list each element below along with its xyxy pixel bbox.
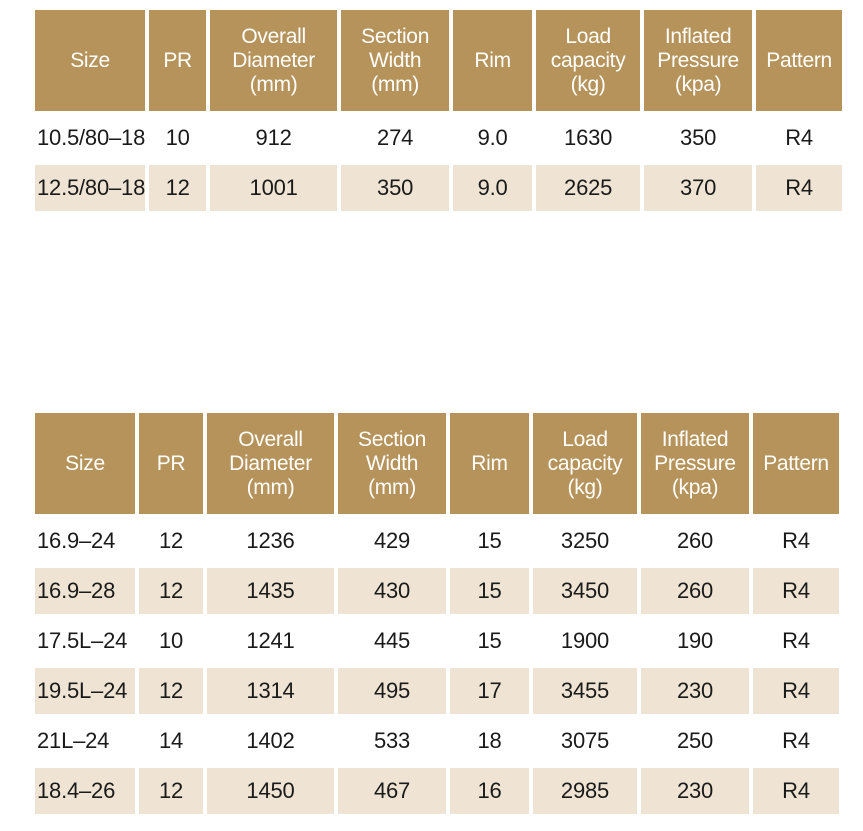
header-line: Diameter bbox=[232, 48, 315, 72]
table-row bbox=[35, 768, 839, 814]
cell-section-width: 495 bbox=[338, 668, 446, 714]
header-load-capacity bbox=[533, 413, 637, 514]
cell-rim: 15 bbox=[477, 628, 502, 653]
cell-size: 17.5L–24 bbox=[37, 628, 128, 653]
cell-size: 16.9–24 bbox=[37, 528, 116, 553]
cell-inflated-pressure: 190 bbox=[676, 628, 714, 653]
cell-section-width: 350 bbox=[341, 165, 449, 211]
header-pr bbox=[149, 10, 206, 111]
header-line: Pattern bbox=[763, 451, 829, 475]
header-line: capacity bbox=[547, 451, 623, 475]
table-row bbox=[35, 518, 839, 564]
table-row bbox=[35, 568, 839, 614]
cell-pattern: R4 bbox=[753, 768, 839, 814]
header-line: Size bbox=[65, 451, 105, 475]
header-line: Section bbox=[358, 427, 426, 451]
header-line: Rim bbox=[474, 48, 511, 72]
header-line: (kpa) bbox=[674, 72, 722, 96]
header-line: PR bbox=[163, 48, 192, 72]
cell-overall-diameter: 1236 bbox=[246, 528, 295, 553]
cell-overall-diameter: 912 bbox=[255, 125, 292, 150]
cell-overall-diameter: 1450 bbox=[207, 768, 334, 814]
header-line: Load bbox=[562, 427, 608, 451]
cell-pattern: R4 bbox=[753, 668, 839, 714]
cell-overall-diameter: 1314 bbox=[207, 668, 334, 714]
cell-load-capacity: 3450 bbox=[533, 568, 637, 614]
cell-inflated-pressure: 350 bbox=[680, 125, 717, 150]
header-line: Section bbox=[361, 24, 430, 48]
header-line: Overall bbox=[241, 24, 306, 48]
cell-pr: 10 bbox=[165, 125, 190, 150]
table-row bbox=[35, 718, 839, 764]
header-line: Inflated bbox=[664, 24, 732, 48]
cell-inflated-pressure: 260 bbox=[641, 568, 749, 614]
cell-overall-diameter: 1001 bbox=[210, 165, 337, 211]
header-overall-diameter bbox=[207, 413, 334, 514]
header-rim bbox=[450, 413, 529, 514]
table-body bbox=[35, 518, 839, 814]
header-line: Diameter bbox=[229, 451, 312, 475]
header-line: Load bbox=[565, 24, 611, 48]
header-line: Width bbox=[369, 48, 422, 72]
header-line: Pressure bbox=[654, 451, 736, 475]
header-line: (kpa) bbox=[671, 475, 719, 499]
header-line: (mm) bbox=[368, 475, 416, 499]
cell-load-capacity: 2625 bbox=[536, 165, 640, 211]
cell-rim: 15 bbox=[477, 528, 502, 553]
cell-pr: 10 bbox=[158, 628, 184, 653]
header-rim bbox=[453, 10, 532, 111]
cell-pattern: R4 bbox=[782, 728, 810, 753]
header-pattern bbox=[753, 413, 839, 514]
cell-overall-diameter: 1241 bbox=[246, 628, 295, 653]
cell-section-width: 430 bbox=[338, 568, 446, 614]
cell-load-capacity: 3455 bbox=[533, 668, 637, 714]
cell-section-width: 467 bbox=[338, 768, 446, 814]
header-line: (mm) bbox=[246, 475, 295, 499]
table-body bbox=[35, 115, 842, 211]
table-row bbox=[35, 165, 842, 211]
cell-rim: 9.0 bbox=[477, 125, 508, 150]
header-line: Overall bbox=[238, 427, 303, 451]
table-row bbox=[35, 618, 839, 664]
cell-load-capacity: 3075 bbox=[560, 728, 610, 753]
cell-rim: 15 bbox=[450, 568, 529, 614]
cell-pattern: R4 bbox=[782, 628, 810, 653]
header-size bbox=[35, 413, 135, 514]
cell-size: 10.5/80–18 bbox=[37, 125, 146, 150]
cell-load-capacity: 1900 bbox=[560, 628, 610, 653]
header-line: (kg) bbox=[567, 475, 603, 499]
tire-spec-table-1 bbox=[31, 6, 846, 215]
cell-pattern: R4 bbox=[782, 528, 810, 553]
header-pr bbox=[139, 413, 203, 514]
cell-pattern: R4 bbox=[785, 125, 813, 150]
cell-section-width: 429 bbox=[373, 528, 411, 553]
header-line: Inflated bbox=[661, 427, 729, 451]
header-inflated-pressure bbox=[644, 10, 752, 111]
cell-size: 12.5/80–18 bbox=[35, 165, 145, 211]
cell-pr: 12 bbox=[158, 528, 184, 553]
cell-rim: 17 bbox=[450, 668, 529, 714]
tire-spec-table-2 bbox=[31, 409, 843, 818]
header-line: (mm) bbox=[371, 72, 419, 96]
cell-size: 19.5L–24 bbox=[35, 668, 135, 714]
header-line: Rim bbox=[471, 451, 508, 475]
header-line: Pattern bbox=[766, 48, 832, 72]
cell-pattern: R4 bbox=[756, 165, 842, 211]
header-line: PR bbox=[156, 451, 186, 475]
header-size bbox=[35, 10, 145, 111]
header-section-width bbox=[338, 413, 446, 514]
cell-size: 16.9–28 bbox=[35, 568, 135, 614]
header-row bbox=[35, 413, 839, 514]
cell-size: 21L–24 bbox=[37, 728, 110, 753]
cell-pr: 12 bbox=[149, 165, 206, 211]
cell-section-width: 533 bbox=[373, 728, 411, 753]
header-line: capacity bbox=[550, 48, 626, 72]
table-row bbox=[35, 668, 839, 714]
header-line: Pressure bbox=[657, 48, 739, 72]
cell-section-width: 274 bbox=[377, 125, 414, 150]
cell-load-capacity: 3250 bbox=[560, 528, 610, 553]
header-line: Width bbox=[365, 451, 419, 475]
cell-pr: 12 bbox=[139, 768, 203, 814]
header-line: Size bbox=[70, 48, 110, 72]
cell-load-capacity: 2985 bbox=[533, 768, 637, 814]
cell-section-width: 445 bbox=[373, 628, 411, 653]
cell-load-capacity: 1630 bbox=[564, 125, 613, 150]
cell-pattern: R4 bbox=[753, 568, 839, 614]
cell-inflated-pressure: 230 bbox=[641, 768, 749, 814]
cell-overall-diameter: 1435 bbox=[207, 568, 334, 614]
table-row bbox=[35, 115, 842, 161]
cell-rim: 9.0 bbox=[453, 165, 532, 211]
cell-inflated-pressure: 250 bbox=[676, 728, 714, 753]
cell-size: 18.4–26 bbox=[35, 768, 135, 814]
header-line: (mm) bbox=[249, 72, 298, 96]
cell-inflated-pressure: 370 bbox=[644, 165, 752, 211]
header-row bbox=[35, 10, 842, 111]
cell-inflated-pressure: 230 bbox=[641, 668, 749, 714]
header-line: (kg) bbox=[570, 72, 606, 96]
cell-pr: 14 bbox=[158, 728, 184, 753]
cell-pr: 12 bbox=[139, 668, 203, 714]
header-pattern bbox=[756, 10, 842, 111]
header-section-width bbox=[341, 10, 449, 111]
cell-rim: 16 bbox=[450, 768, 529, 814]
cell-rim: 18 bbox=[477, 728, 502, 753]
cell-overall-diameter: 1402 bbox=[246, 728, 295, 753]
header-overall-diameter bbox=[210, 10, 337, 111]
header-load-capacity bbox=[536, 10, 640, 111]
header-inflated-pressure bbox=[641, 413, 749, 514]
cell-inflated-pressure: 260 bbox=[676, 528, 714, 553]
cell-pr: 12 bbox=[139, 568, 203, 614]
